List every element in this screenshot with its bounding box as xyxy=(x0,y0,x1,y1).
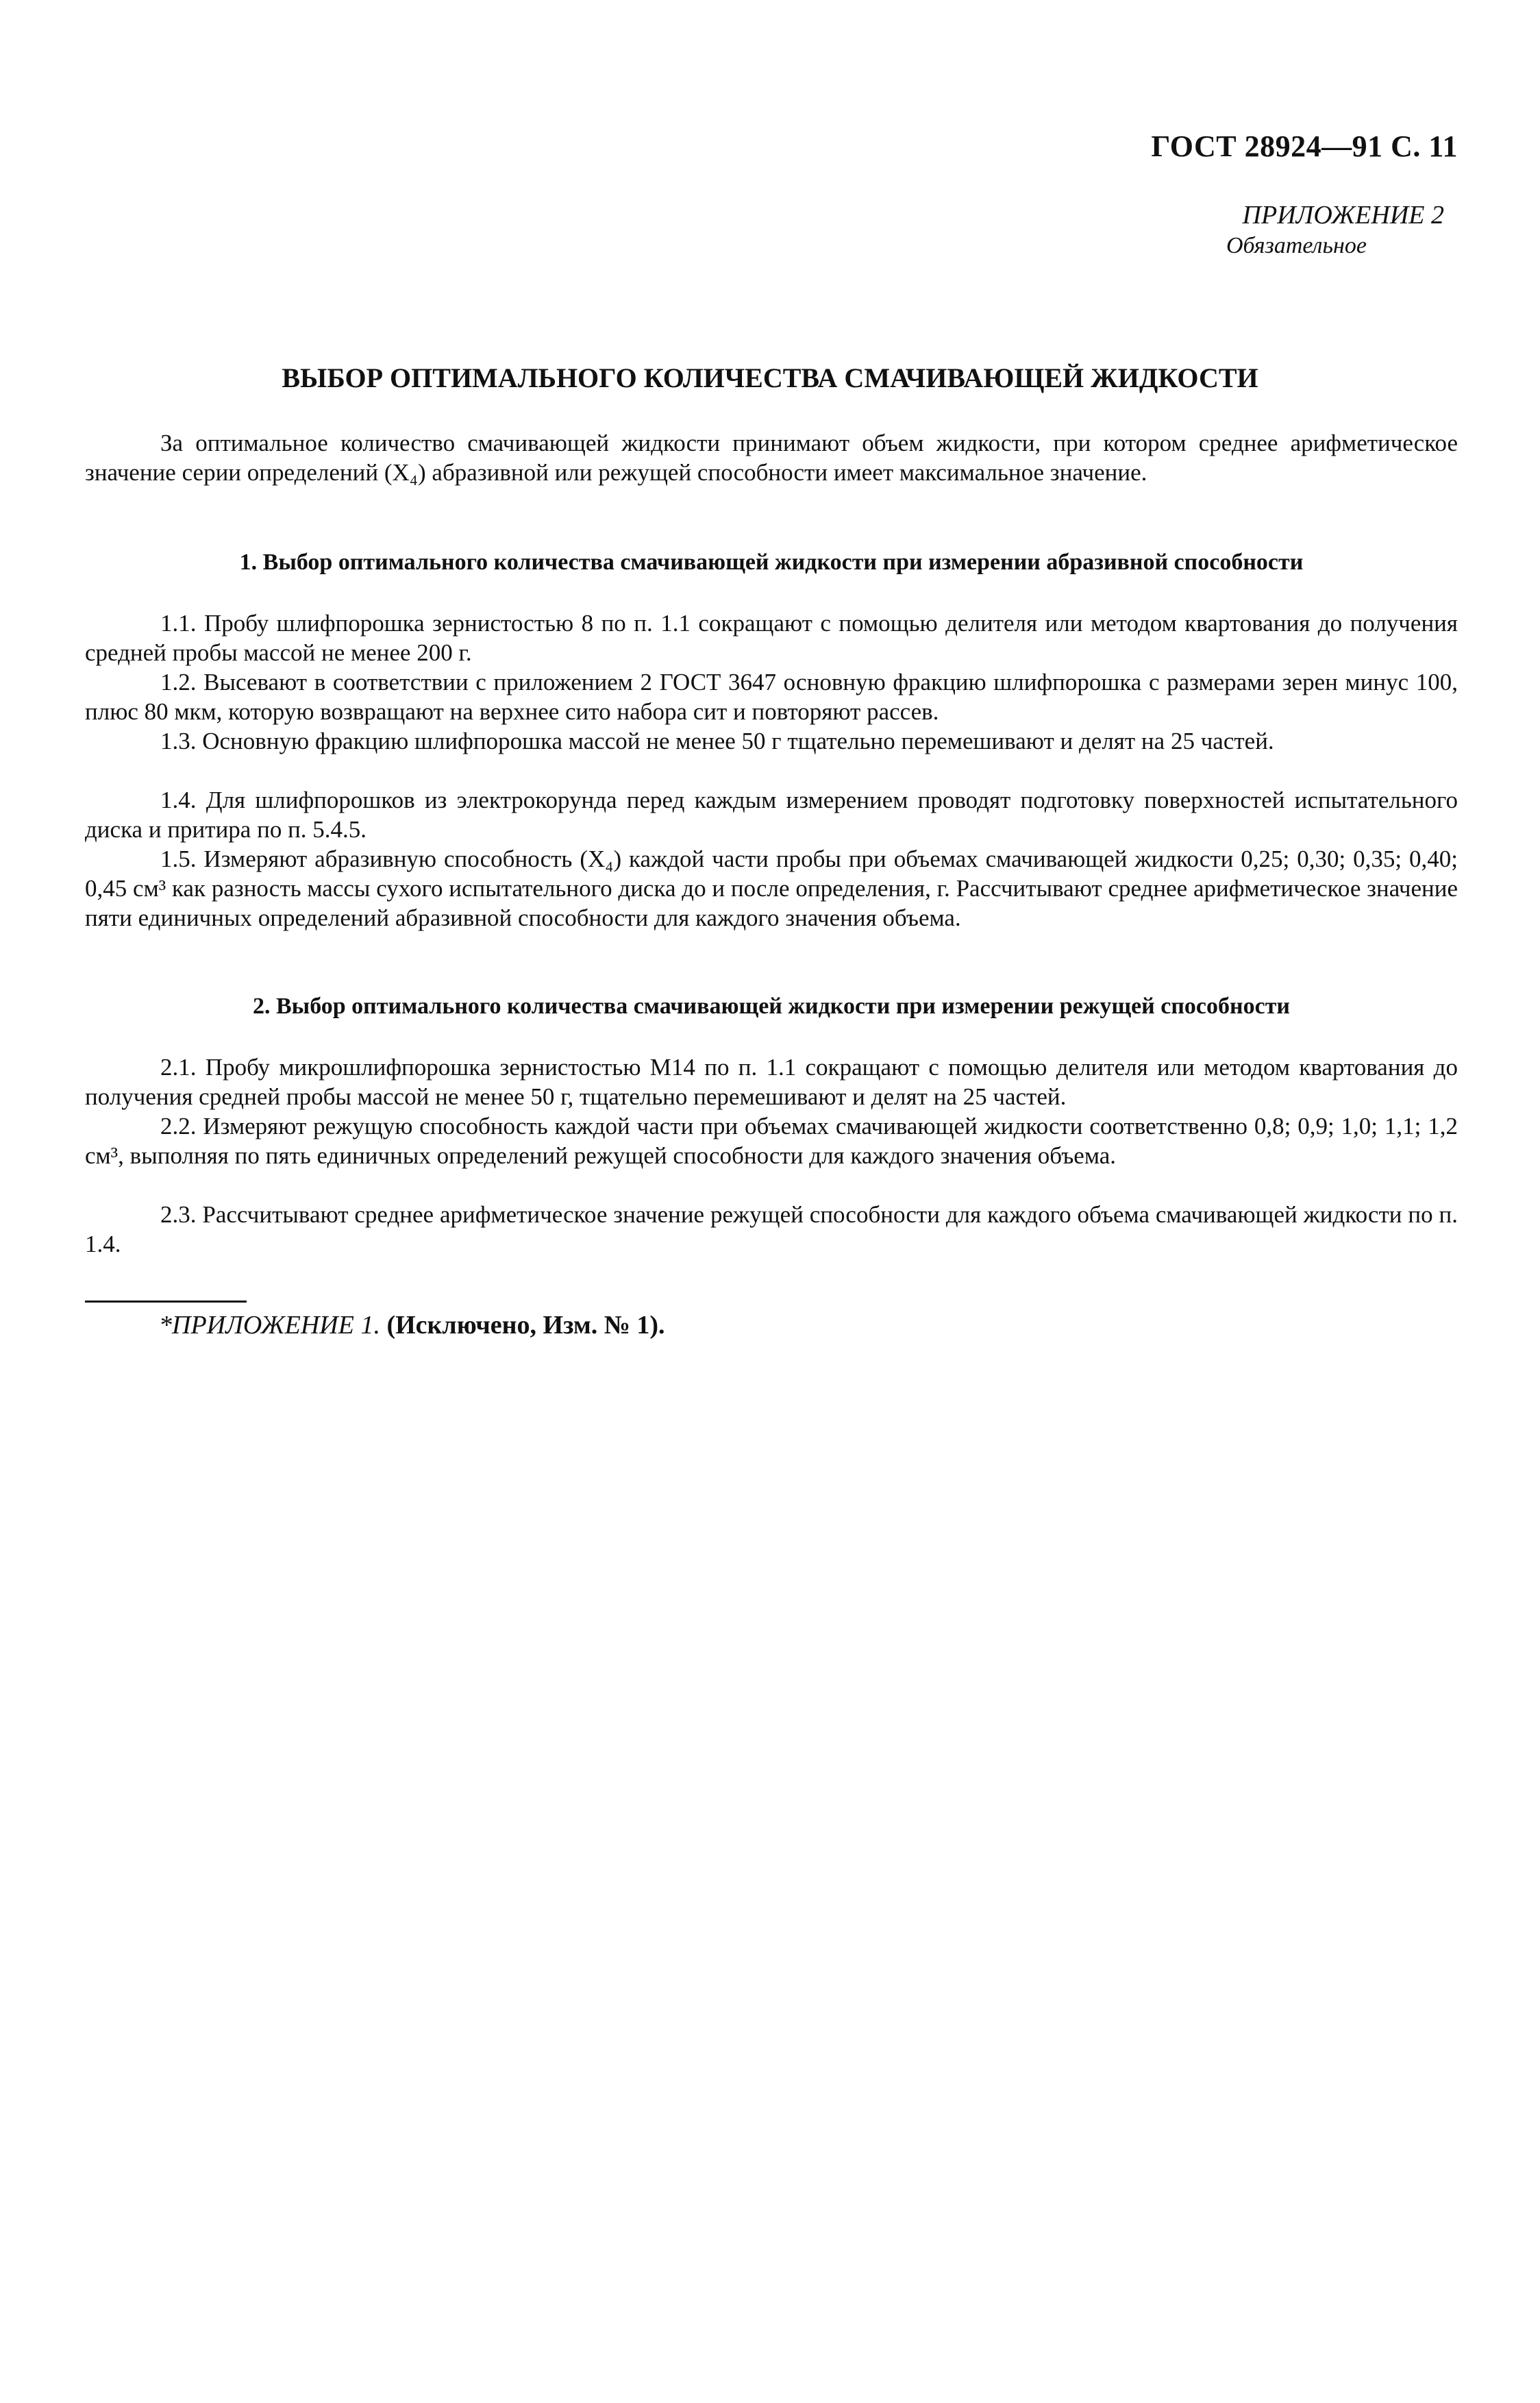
section-1-title: 1. Выбор оптимального количества смачивающей жидкости при измерении абразивной способности xyxy=(239,550,1304,575)
section-1-item-2: 1.2. Высевают в соответствии с приложением 2 ГОСТ 3647 основную фракцию шлифпорошка с размерами зерен минус 100, плюс 80 мкм, которую возвращают на верхнее сито набора сит и повторяют рассев. xyxy=(85,669,1458,725)
section-2-title: 2. Выбор оптимального количества смачивающей жидкости при измерении режущей способности xyxy=(253,994,1290,1019)
section-2-item-1: 2.1. Пробу микрошлифпорошка зернистостью М14 по п. 1.1 сокращают с помощью делителя или методом квартования до получения средней пробы массой не менее 50 г, тщательно перемешивают и делят на 25 частей. xyxy=(85,1054,1458,1110)
section-1-item-4: 1.4. Для шлифпорошков из электрокорунда перед каждым измерением проводят подготовку поверхностей испытательного диска и притира по п. 5.4.5. xyxy=(85,787,1458,843)
section-2-item-3: 2.3. Рассчитывают среднее арифметическое значение режущей способности для каждого объема смачивающей жидкости по п. 1.4. xyxy=(85,1201,1458,1257)
section-1-item-5: 1.5. Измеряют абразивную способность (X₄) каждой части пробы при объемах смачивающей жидкости 0,25; 0,30; 0,35; 0,40; 0,45 см³ как разность массы сухого испытательного диска до и после определения, г. Рассчитывают среднее арифметическое значение пяти единичных определений абразивной способности для каждого значения объема. xyxy=(85,846,1458,931)
appendix-status: Обязательное xyxy=(1226,233,1367,258)
section-1-item-3: 1.3. Основную фракцию шлифпорошка массой не менее 50 г тщательно перемешивают и делят на 25 частей. xyxy=(160,728,1274,754)
section-1-item-1: 1.1. Пробу шлифпорошка зернистостью 8 по п. 1.1 сокращают с помощью делителя или методом квартования до получения средней пробы массой не менее 200 г. xyxy=(85,610,1458,666)
footnote-divider xyxy=(85,1301,247,1303)
footnote-label: *ПРИЛОЖЕНИЕ 1. xyxy=(159,1311,380,1340)
footnote xyxy=(159,1310,665,1340)
document-title: ВЫБОР ОПТИМАЛЬНОГО КОЛИЧЕСТВА СМАЧИВАЮЩЕЙ ЖИДКОСТИ xyxy=(282,362,1258,393)
footnote-text: (Исключено, Изм. № 1). xyxy=(386,1311,665,1340)
intro-paragraph: За оптимальное количество смачивающей жидкости принимают объем жидкости, при котором среднее арифметическое значение серии определений (X₄) абразивной или режущей способности имеет максимальное значение. xyxy=(85,430,1458,486)
standard-code: ГОСТ 28924—91 С. 11 xyxy=(1151,130,1458,163)
appendix-label: ПРИЛОЖЕНИЕ 2 xyxy=(1242,201,1444,230)
section-2-item-2: 2.2. Измеряют режущую способность каждой части при объемах смачивающей жидкости соответственно 0,8; 0,9; 1,0; 1,1; 1,2 см³, выполняя по пять единичных определений режущей способности для каждого значения объема. xyxy=(85,1113,1458,1169)
